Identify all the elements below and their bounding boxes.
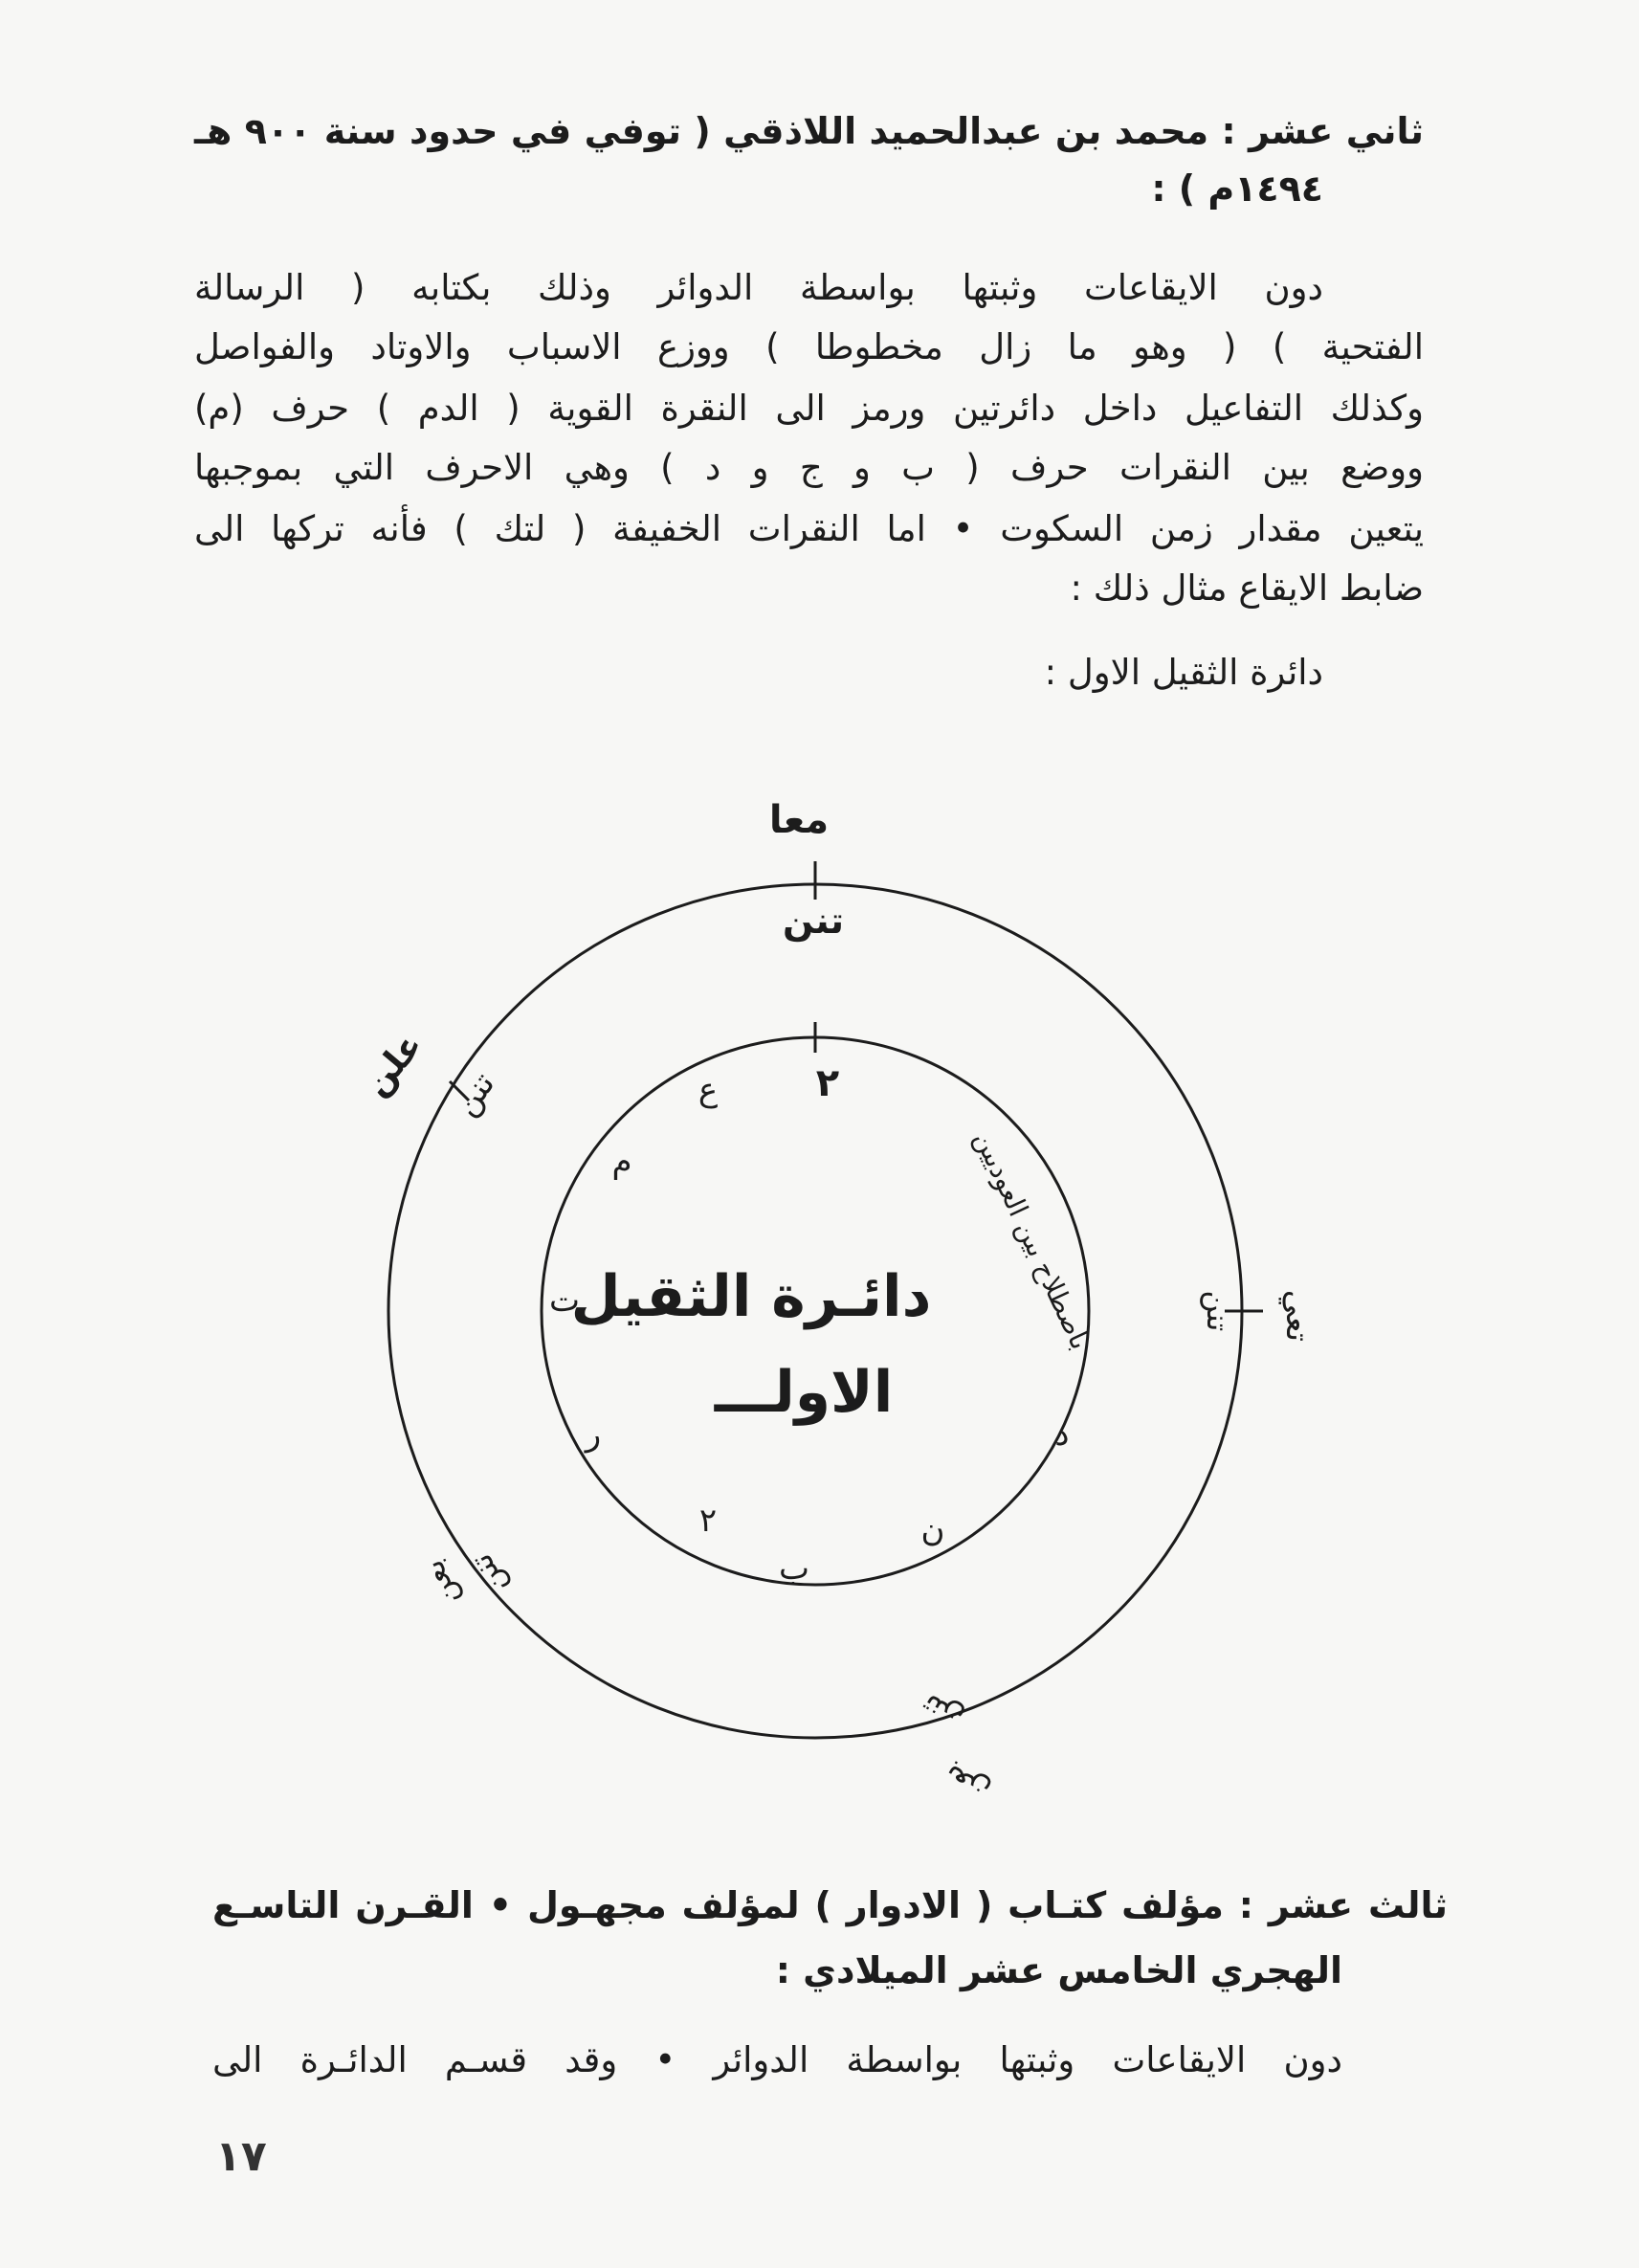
example-label: دائرة الثقيل الاول : (1044, 652, 1323, 693)
diagram-label: ن (920, 1511, 945, 1549)
section-12-heading-line-2: ١٤٩٤م ) : (1151, 167, 1323, 210)
diagram-label: تعي (1278, 1289, 1317, 1343)
body-line: ضابط الايقاع مثال ذلك : (1070, 567, 1424, 609)
diagram-label: علن (356, 1025, 431, 1104)
diagram-label: ٢ (698, 1501, 718, 1540)
section-13-body-line: دون الايقاعات وثبتها بواسطة الدوائر • وقد قسـم الدائـرة الى (212, 2039, 1342, 2080)
diagram-label: ب (778, 1549, 810, 1588)
diagram-label: ر (585, 1415, 602, 1454)
diagram-label: تنن (783, 900, 844, 942)
body-line: الفتحية ) ( وهو ما زال مخطوطا ) ووزع الاسباب والاوتاد والفواصل (194, 326, 1424, 367)
diagram-label: تنن (915, 1686, 969, 1739)
diagram-label: د (1054, 1415, 1070, 1454)
diagram-label: ت (548, 1281, 581, 1320)
diagram-label: معا (768, 798, 830, 842)
section-12-heading-line-1: ثاني عشر : محمد بن عبدالحميد اللاذقي ( توفي في حدود سنة ٩٠٠ هـ (194, 110, 1424, 152)
diagram-label: ٢ (815, 1061, 840, 1105)
diagram-title-line-1: دائـرة الثقيل (570, 1263, 932, 1330)
body-line: يتعين مقدار زمن السكوت • اما النقرات الخفيفة ( لتك ) فأنه تركها الى (194, 508, 1424, 549)
body-line: وكذلك التفاعيل داخل دائرتين ورمز الى النقرة القوية ( الدم ) حرف (م) (194, 388, 1424, 429)
section-13-heading-line-1: ثالث عشر : مؤلف كتـاب ( الادوار ) لمؤلف مجهـول • القـرن التاسـع (212, 1884, 1448, 1926)
diagram-title-line-2: الاولـــ (714, 1359, 894, 1426)
rhythm-circle-diagram (0, 746, 1639, 1818)
diagram-label: تنن (462, 1547, 515, 1602)
diagram-label: تنن (1200, 1290, 1236, 1332)
diagram-label: بعن (413, 1554, 467, 1612)
diagram-label: ع (698, 1071, 719, 1109)
body-line: دون الايقاعات وثبتها بواسطة الدوائر وذلك بكتابه ( الرسالة (194, 267, 1323, 308)
diagram-arc-note: باصطلاح بين العوديين (967, 1125, 1096, 1355)
body-line: ووضع بين النقرات حرف ( ب و ج و د ) وهي الاحرف التي بموجبها (194, 447, 1424, 488)
section-13-heading-line-2: الهجري الخامس عشر الميلادي : (775, 1949, 1342, 1991)
diagram-label: تنن (446, 1065, 503, 1123)
page-number: ١٧ (215, 2132, 267, 2181)
diagram-label: بعن (936, 1756, 996, 1812)
diagram-label: م (611, 1143, 632, 1181)
